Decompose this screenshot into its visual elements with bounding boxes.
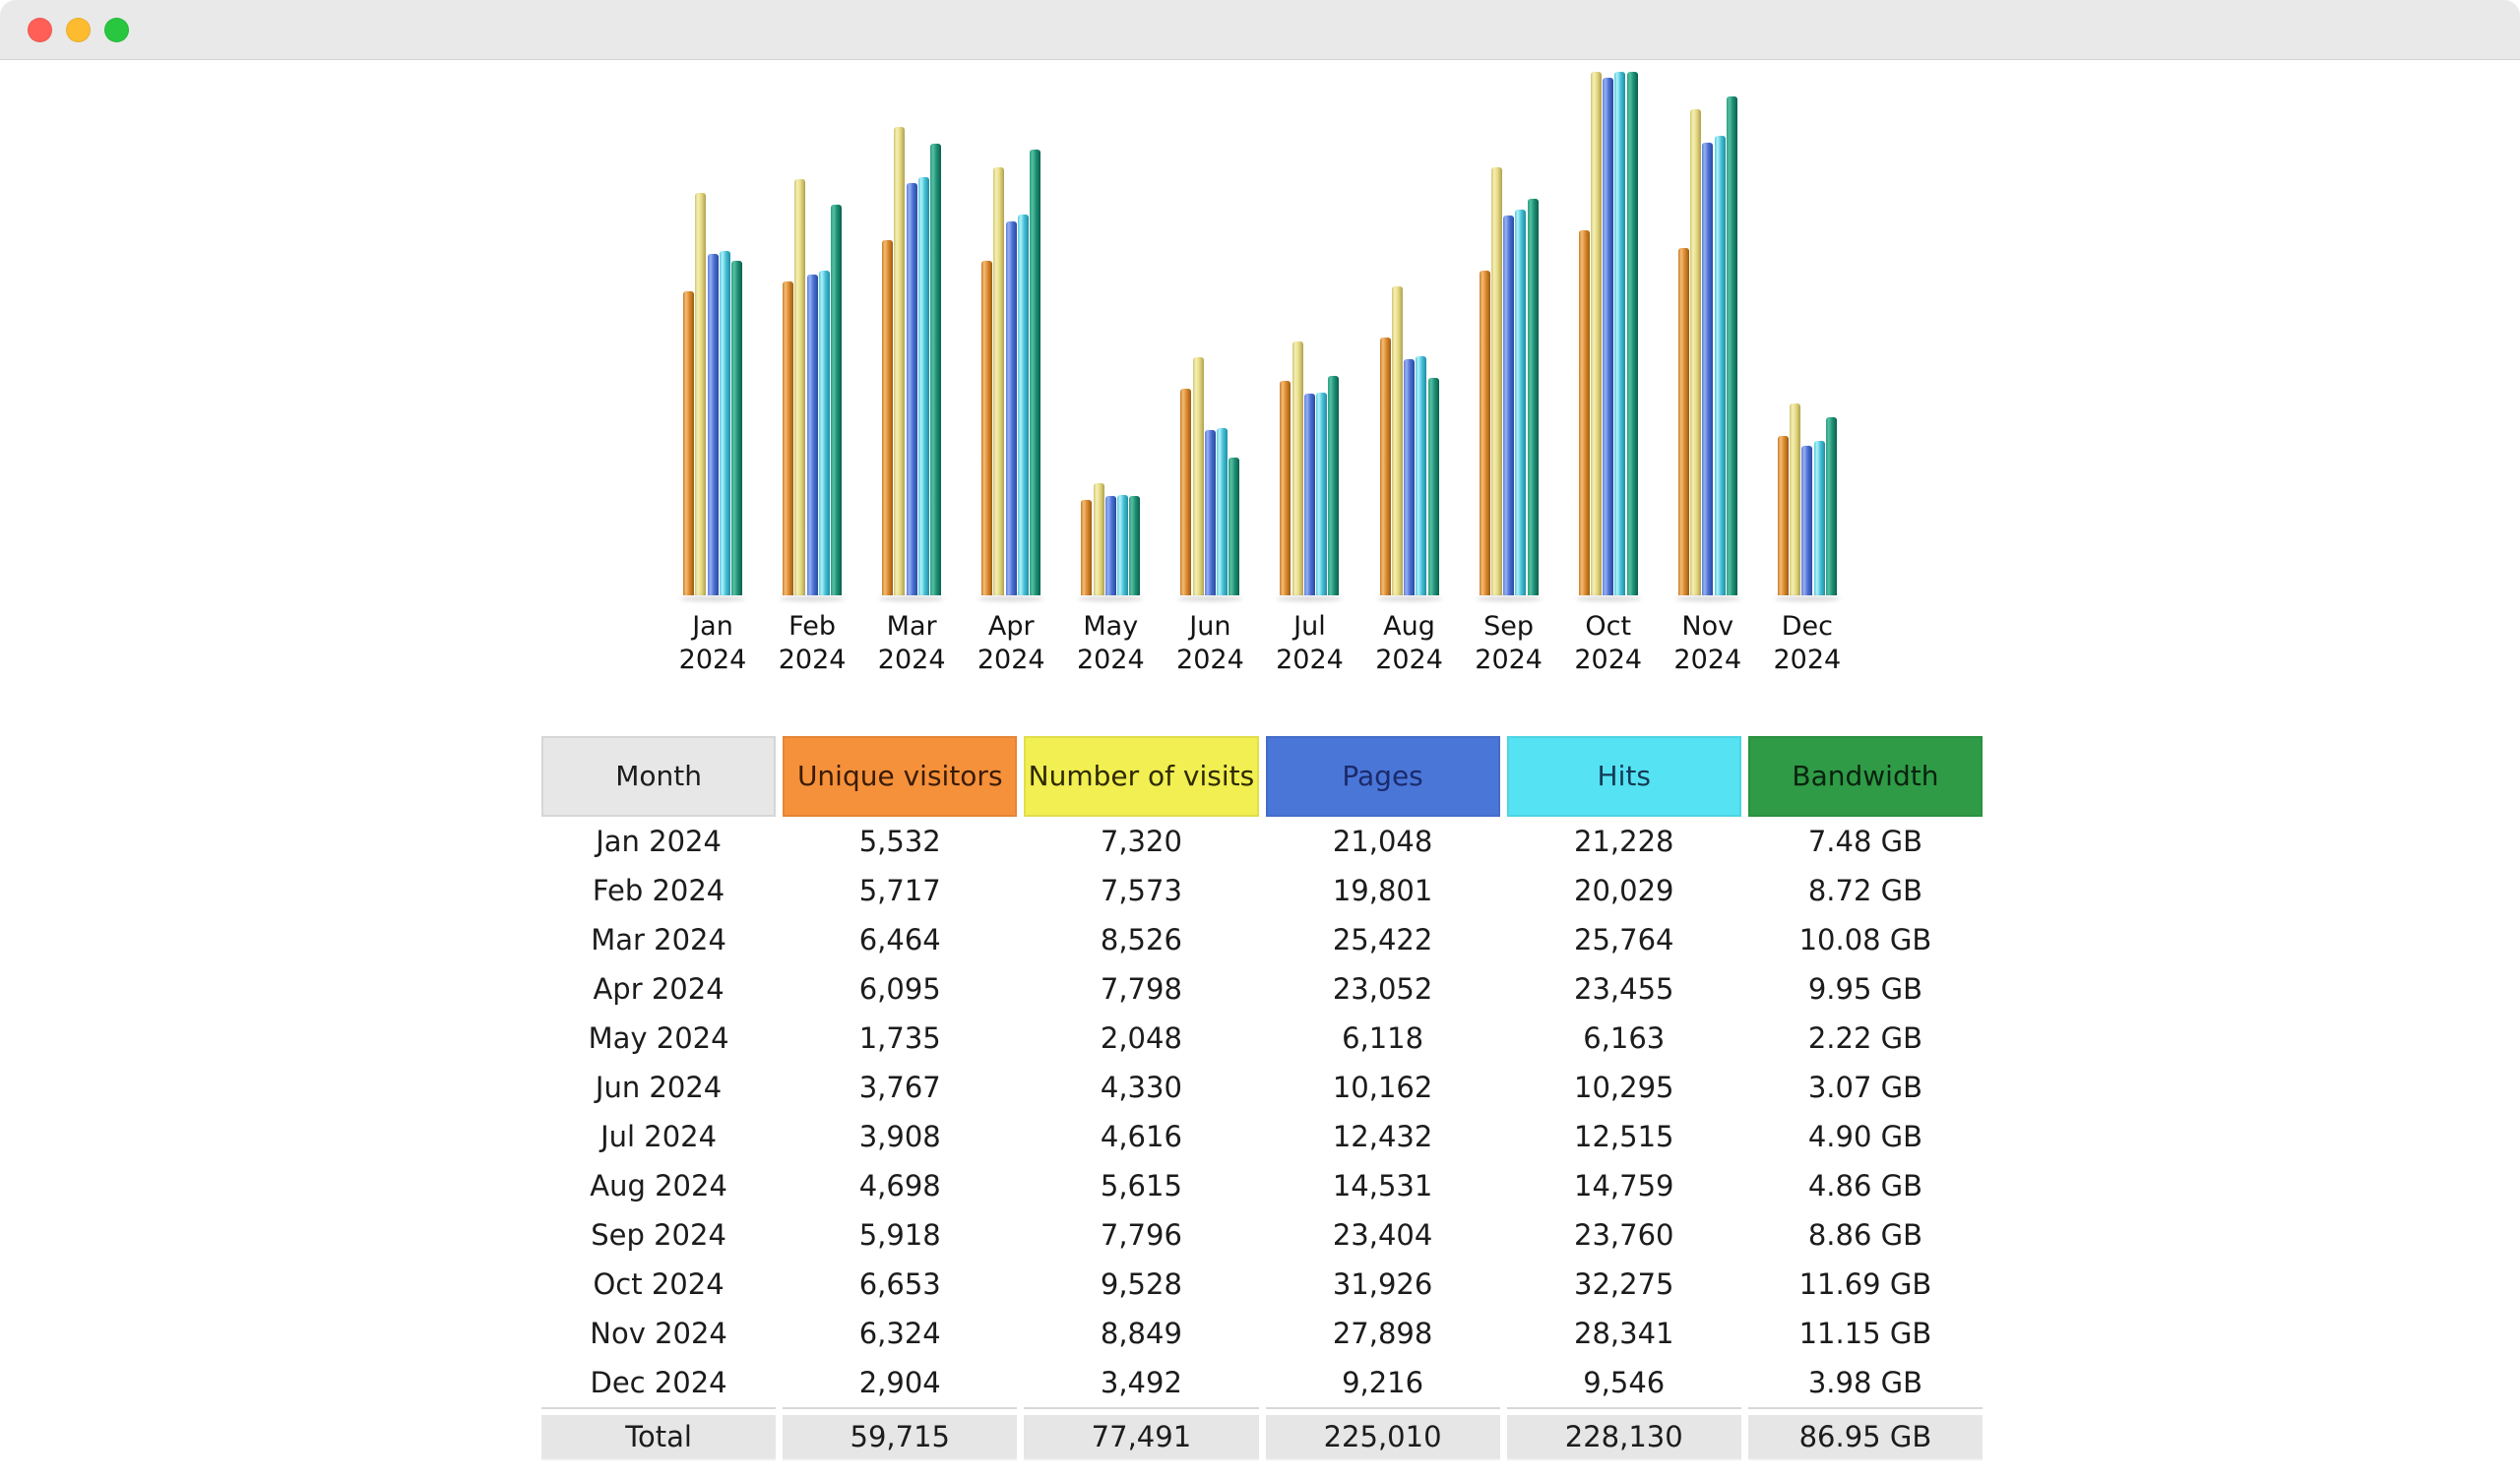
cell-value: 14,759 [1507, 1161, 1741, 1210]
bar-visitors [1280, 381, 1291, 595]
cell-value: 7,573 [1024, 866, 1258, 915]
bar-bandwidth [930, 144, 941, 595]
total-separator-segment [783, 1407, 1017, 1409]
bar-bandwidth [831, 205, 842, 595]
total-separator-segment [1266, 1407, 1500, 1409]
bar-visitors [1081, 500, 1092, 595]
bar-visits [794, 179, 805, 595]
bar-visitors [1778, 436, 1789, 595]
cell-value: 6,324 [783, 1309, 1017, 1358]
bar-pages [1702, 143, 1713, 595]
table-row [541, 1309, 1983, 1358]
month-label-line: Apr [987, 611, 1035, 642]
cell-month: Nov 2024 [541, 1309, 776, 1358]
cell-value: 20,029 [1507, 866, 1741, 915]
month-label-jan-2024 [678, 610, 747, 677]
total-separator-segment [1024, 1407, 1258, 1409]
month-label-line: Sep [1483, 611, 1535, 642]
bar-visitors [1678, 248, 1689, 595]
bar-bandwidth [1129, 496, 1140, 595]
cell-value: 4,698 [783, 1161, 1017, 1210]
month-label-line: 2024 [1375, 645, 1443, 675]
cell-value: 12,515 [1507, 1112, 1741, 1161]
cell-value: 1,735 [783, 1014, 1017, 1063]
table-row [541, 1210, 1983, 1260]
total-separator-segment [541, 1407, 776, 1409]
bar-bandwidth [1328, 376, 1339, 595]
cell-value: 9.95 GB [1748, 964, 1983, 1014]
cell-value: 6,095 [783, 964, 1017, 1014]
cell-month: Feb 2024 [541, 866, 776, 915]
table-total-row [541, 1415, 1983, 1460]
cell-value: 7.48 GB [1748, 817, 1983, 866]
cell-value: 7,796 [1024, 1210, 1258, 1260]
month-label-feb-2024 [778, 610, 847, 677]
bar-bandwidth [1428, 378, 1439, 595]
month-label-line: May [1083, 611, 1139, 642]
bar-pages [1503, 216, 1514, 595]
bar-bandwidth [1627, 72, 1638, 595]
month-label-line: 2024 [1673, 645, 1742, 675]
bar-hits [1614, 72, 1625, 595]
bar-group-oct-2024 [1579, 72, 1638, 595]
bar-bandwidth [1528, 199, 1539, 595]
month-label-jul-2024 [1276, 610, 1344, 677]
bar-pages [907, 183, 917, 595]
bar-group-feb-2024 [783, 72, 842, 595]
total-separator [541, 1407, 1983, 1415]
cell-value: 3.07 GB [1748, 1063, 1983, 1112]
bar-group-jul-2024 [1280, 72, 1339, 595]
bar-hits [1316, 393, 1327, 595]
total-value: 77,491 [1024, 1415, 1258, 1460]
bar-bandwidth [1826, 417, 1837, 595]
cell-value: 3,492 [1024, 1358, 1258, 1407]
cell-value: 6,118 [1266, 1014, 1500, 1063]
table-row [541, 1063, 1983, 1112]
cell-value: 32,275 [1507, 1260, 1741, 1309]
month-label-line: Dec [1781, 611, 1833, 642]
bar-group-nov-2024 [1678, 72, 1737, 595]
month-label-sep-2024 [1475, 610, 1543, 677]
monthly-history-bar-chart [683, 72, 1837, 595]
chart-month-labels [678, 610, 1842, 677]
cell-value: 14,531 [1266, 1161, 1500, 1210]
bar-visits [1193, 357, 1204, 595]
month-label-line: 2024 [1176, 645, 1244, 675]
cell-value: 8,526 [1024, 915, 1258, 964]
month-label-line: Feb [788, 611, 836, 642]
cell-value: 6,464 [783, 915, 1017, 964]
cell-value: 10.08 GB [1748, 915, 1983, 964]
month-label-dec-2024 [1773, 610, 1842, 677]
cell-month: Sep 2024 [541, 1210, 776, 1260]
bar-group-aug-2024 [1380, 72, 1439, 595]
cell-value: 28,341 [1507, 1309, 1741, 1358]
cell-value: 11.69 GB [1748, 1260, 1983, 1309]
bar-group-jan-2024 [683, 72, 742, 595]
month-label-aug-2024 [1375, 610, 1443, 677]
bar-group-apr-2024 [981, 72, 1040, 595]
cell-month: Jun 2024 [541, 1063, 776, 1112]
table-row [541, 1260, 1983, 1309]
cell-value: 21,228 [1507, 817, 1741, 866]
bar-pages [1801, 446, 1812, 595]
cell-value: 12,432 [1266, 1112, 1500, 1161]
window-titlebar [0, 0, 2520, 60]
bar-group-dec-2024 [1778, 72, 1837, 595]
cell-value: 8,849 [1024, 1309, 1258, 1358]
bar-visits [1690, 109, 1701, 595]
column-header-unique-visitors: Unique visitors [783, 736, 1017, 817]
month-label-line: 2024 [1773, 645, 1842, 675]
total-separator-segment [1507, 1407, 1741, 1409]
bar-visits [1094, 483, 1104, 595]
cell-value: 8.72 GB [1748, 866, 1983, 915]
bar-group-mar-2024 [882, 72, 941, 595]
cell-value: 23,455 [1507, 964, 1741, 1014]
bar-visitors [1480, 271, 1490, 595]
bar-hits [819, 271, 830, 595]
cell-month: Apr 2024 [541, 964, 776, 1014]
bar-visits [1591, 72, 1602, 595]
bar-pages [807, 275, 818, 595]
column-header-bandwidth: Bandwidth [1748, 736, 1983, 817]
cell-value: 4,616 [1024, 1112, 1258, 1161]
cell-value: 2,904 [783, 1358, 1017, 1407]
cell-month: Jul 2024 [541, 1112, 776, 1161]
bar-hits [918, 177, 929, 595]
bar-pages [1205, 430, 1216, 595]
bar-visits [1292, 341, 1303, 595]
month-label-line: Jun [1189, 611, 1231, 642]
bar-visitors [683, 291, 694, 595]
month-label-mar-2024 [877, 610, 946, 677]
table-row [541, 964, 1983, 1014]
minimize-button[interactable] [66, 18, 91, 42]
cell-value: 11.15 GB [1748, 1309, 1983, 1358]
bar-hits [1515, 210, 1526, 595]
month-label-line: 2024 [1574, 645, 1643, 675]
cell-value: 4.90 GB [1748, 1112, 1983, 1161]
column-header-number-of-visits: Number of visits [1024, 736, 1258, 817]
month-label-line: 2024 [1076, 645, 1145, 675]
month-label-line: 2024 [1276, 645, 1344, 675]
monthly-history-table [541, 736, 1983, 1460]
bar-bandwidth [1030, 150, 1040, 595]
month-label-may-2024 [1076, 610, 1145, 677]
cell-value: 9,216 [1266, 1358, 1500, 1407]
month-label-nov-2024 [1673, 610, 1742, 677]
cell-value: 25,764 [1507, 915, 1741, 964]
cell-value: 10,162 [1266, 1063, 1500, 1112]
table-row [541, 915, 1983, 964]
table-row [541, 1358, 1983, 1407]
cell-value: 19,801 [1266, 866, 1500, 915]
bar-hits [1018, 215, 1029, 595]
month-label-line: 2024 [1475, 645, 1543, 675]
bar-bandwidth [731, 261, 742, 595]
bar-hits [1416, 356, 1426, 595]
month-label-line: Jul [1293, 611, 1326, 642]
bar-pages [708, 254, 719, 595]
month-label-jun-2024 [1176, 610, 1244, 677]
total-label: Total [541, 1415, 776, 1460]
bar-hits [1117, 495, 1128, 595]
month-label-line: Nov [1681, 611, 1734, 642]
cell-value: 25,422 [1266, 915, 1500, 964]
cell-value: 4.86 GB [1748, 1161, 1983, 1210]
cell-value: 5,615 [1024, 1161, 1258, 1210]
cell-value: 4,330 [1024, 1063, 1258, 1112]
cell-value: 23,760 [1507, 1210, 1741, 1260]
cell-value: 5,918 [783, 1210, 1017, 1260]
column-header-pages: Pages [1266, 736, 1500, 817]
cell-value: 6,163 [1507, 1014, 1741, 1063]
cell-value: 5,532 [783, 817, 1017, 866]
cell-value: 3,767 [783, 1063, 1017, 1112]
total-value: 225,010 [1266, 1415, 1500, 1460]
cell-value: 7,798 [1024, 964, 1258, 1014]
cell-month: Dec 2024 [541, 1358, 776, 1407]
cell-value: 7,320 [1024, 817, 1258, 866]
cell-value: 21,048 [1266, 817, 1500, 866]
bar-pages [1006, 221, 1017, 595]
month-label-line: 2024 [678, 645, 747, 675]
cell-value: 2.22 GB [1748, 1014, 1983, 1063]
table-row [541, 866, 1983, 915]
cell-value: 6,653 [783, 1260, 1017, 1309]
table-header-row [541, 736, 1983, 817]
total-value: 86.95 GB [1748, 1415, 1983, 1460]
cell-month: May 2024 [541, 1014, 776, 1063]
bar-bandwidth [1228, 458, 1239, 595]
total-value: 228,130 [1507, 1415, 1741, 1460]
cell-value: 23,404 [1266, 1210, 1500, 1260]
bar-visits [1392, 286, 1403, 595]
bar-group-jun-2024 [1180, 72, 1239, 595]
bar-visits [894, 127, 905, 595]
bar-pages [1105, 496, 1116, 595]
bar-pages [1404, 359, 1415, 595]
bar-pages [1603, 78, 1613, 595]
column-header-month: Month [541, 736, 776, 817]
bar-hits [720, 251, 730, 595]
bar-bandwidth [1727, 96, 1737, 595]
cell-month: Jan 2024 [541, 817, 776, 866]
cell-value: 2,048 [1024, 1014, 1258, 1063]
bar-group-sep-2024 [1480, 72, 1539, 595]
month-label-line: Jan [692, 611, 733, 642]
month-label-line: Aug [1383, 611, 1435, 642]
cell-value: 5,717 [783, 866, 1017, 915]
month-label-oct-2024 [1574, 610, 1643, 677]
bar-group-may-2024 [1081, 72, 1140, 595]
bar-pages [1304, 394, 1315, 595]
cell-value: 3,908 [783, 1112, 1017, 1161]
column-header-hits: Hits [1507, 736, 1741, 817]
total-separator-segment [1748, 1407, 1983, 1409]
zoom-button[interactable] [104, 18, 129, 42]
cell-month: Oct 2024 [541, 1260, 776, 1309]
bar-visitors [981, 261, 992, 595]
cell-value: 31,926 [1266, 1260, 1500, 1309]
cell-value: 3.98 GB [1748, 1358, 1983, 1407]
cell-value: 10,295 [1507, 1063, 1741, 1112]
cell-value: 27,898 [1266, 1309, 1500, 1358]
month-label-line: 2024 [976, 645, 1045, 675]
bar-visitors [1380, 338, 1391, 595]
month-label-line: Oct [1585, 611, 1632, 642]
month-label-line: 2024 [778, 645, 847, 675]
cell-value: 9,528 [1024, 1260, 1258, 1309]
bar-hits [1814, 441, 1825, 595]
bar-visits [1491, 167, 1502, 595]
total-value: 59,715 [783, 1415, 1017, 1460]
bar-visits [993, 167, 1004, 595]
bar-visitors [1579, 230, 1590, 595]
cell-value: 9,546 [1507, 1358, 1741, 1407]
close-button[interactable] [28, 18, 52, 42]
bar-hits [1217, 428, 1228, 595]
table-row [541, 817, 1983, 866]
cell-month: Aug 2024 [541, 1161, 776, 1210]
bar-visitors [1180, 389, 1191, 595]
table-row [541, 1014, 1983, 1063]
month-label-line: Mar [886, 611, 937, 642]
table-row [541, 1161, 1983, 1210]
cell-value: 23,052 [1266, 964, 1500, 1014]
cell-value: 8.86 GB [1748, 1210, 1983, 1260]
bar-visits [695, 193, 706, 595]
bar-hits [1715, 136, 1726, 595]
bar-visits [1790, 403, 1800, 595]
bar-visitors [783, 281, 793, 595]
month-label-line: 2024 [877, 645, 946, 675]
month-label-apr-2024 [976, 610, 1045, 677]
table-row [541, 1112, 1983, 1161]
cell-month: Mar 2024 [541, 915, 776, 964]
bar-visitors [882, 240, 893, 595]
